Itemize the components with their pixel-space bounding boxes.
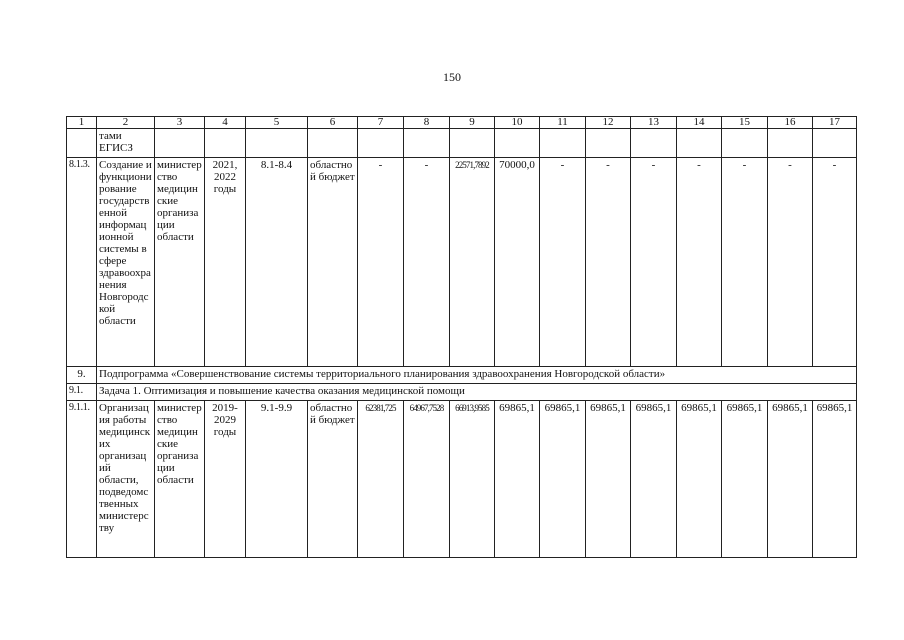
- activity-name-cell: Организация работы медицинских организаций области, подведомственных министерству: [97, 401, 155, 558]
- value-cell: 69865,1: [768, 401, 813, 558]
- empty-cell: [308, 129, 358, 158]
- value-cell: 69865,1: [586, 401, 631, 558]
- task-row: [67, 384, 857, 401]
- row-index: 9.1.: [67, 384, 97, 401]
- value-cell: 69865,1: [631, 401, 677, 558]
- indicators-cell: 9.1-9.9: [246, 401, 308, 558]
- empty-cell: [631, 129, 677, 158]
- empty-cell: [722, 129, 768, 158]
- value-cell: -: [540, 158, 586, 367]
- column-number: 7: [358, 117, 404, 129]
- value-cell: 64967,7528: [404, 401, 450, 558]
- empty-cell: [586, 129, 631, 158]
- executor-cell: министерство медицинские организации области: [155, 158, 205, 367]
- value-cell: 69865,1: [722, 401, 768, 558]
- empty-cell: [813, 129, 857, 158]
- column-number: 1: [67, 117, 97, 129]
- column-number: 16: [768, 117, 813, 129]
- column-number: 4: [205, 117, 246, 129]
- column-number: 14: [677, 117, 722, 129]
- row-index: 8.1.3.: [67, 158, 97, 367]
- row-index: 9.1.1.: [67, 401, 97, 558]
- empty-cell: [768, 129, 813, 158]
- empty-cell: [677, 129, 722, 158]
- empty-cell: [155, 129, 205, 158]
- empty-cell: [358, 129, 404, 158]
- value-cell: -: [768, 158, 813, 367]
- column-number: 2: [97, 117, 155, 129]
- value-cell: 69865,1: [813, 401, 857, 558]
- activity-name-cell: тами ЕГИСЗ: [97, 129, 155, 158]
- value-cell: 62381,725: [358, 401, 404, 558]
- activity-name-cell: Создание и функционирование государственной информационной системы в сфере здравоохранения Новгородской области: [97, 158, 155, 367]
- budget-table: [66, 116, 857, 558]
- value-cell: -: [358, 158, 404, 367]
- value-cell: 69865,1: [540, 401, 586, 558]
- task-title: Задача 1. Оптимизация и повышение качества оказания медицинской помощи: [97, 384, 857, 401]
- column-number: 15: [722, 117, 768, 129]
- empty-cell: [67, 129, 97, 158]
- continued-row: [67, 129, 857, 158]
- empty-cell: [540, 129, 586, 158]
- funding-source-cell: областной бюджет: [308, 401, 358, 558]
- value-cell: 69865,1: [495, 401, 540, 558]
- period-cell: 2021, 2022 годы: [205, 158, 246, 367]
- column-number: 11: [540, 117, 586, 129]
- value-cell: 70000,0: [495, 158, 540, 367]
- value-cell: 22571,7892: [450, 158, 495, 367]
- empty-cell: [246, 129, 308, 158]
- value-cell: -: [586, 158, 631, 367]
- page-number: 150: [443, 70, 461, 84]
- column-number: 12: [586, 117, 631, 129]
- empty-cell: [205, 129, 246, 158]
- funding-source-cell: областной бюджет: [308, 158, 358, 367]
- empty-cell: [495, 129, 540, 158]
- column-number: 3: [155, 117, 205, 129]
- row-index: 9.: [67, 367, 97, 384]
- value-cell: -: [631, 158, 677, 367]
- executor-cell: министерство медицинские организации области: [155, 401, 205, 558]
- subprogram-title: Подпрограмма «Совершенствование системы территориального планирования здравоохранения Новгородской области»: [97, 367, 857, 384]
- period-cell: 2019-2029 годы: [205, 401, 246, 558]
- column-number: 6: [308, 117, 358, 129]
- column-number-row: [67, 117, 857, 129]
- value-cell: -: [677, 158, 722, 367]
- value-cell: 66913,9585: [450, 401, 495, 558]
- column-number: 5: [246, 117, 308, 129]
- column-number: 17: [813, 117, 857, 129]
- subprogram-row: [67, 367, 857, 384]
- value-cell: 69865,1: [677, 401, 722, 558]
- value-cell: -: [813, 158, 857, 367]
- empty-cell: [404, 129, 450, 158]
- empty-cell: [450, 129, 495, 158]
- column-number: 9: [450, 117, 495, 129]
- value-cell: -: [404, 158, 450, 367]
- column-number: 8: [404, 117, 450, 129]
- table-row: [67, 158, 857, 367]
- column-number: 13: [631, 117, 677, 129]
- indicators-cell: 8.1-8.4: [246, 158, 308, 367]
- value-cell: -: [722, 158, 768, 367]
- table-row: [67, 401, 857, 558]
- column-number: 10: [495, 117, 540, 129]
